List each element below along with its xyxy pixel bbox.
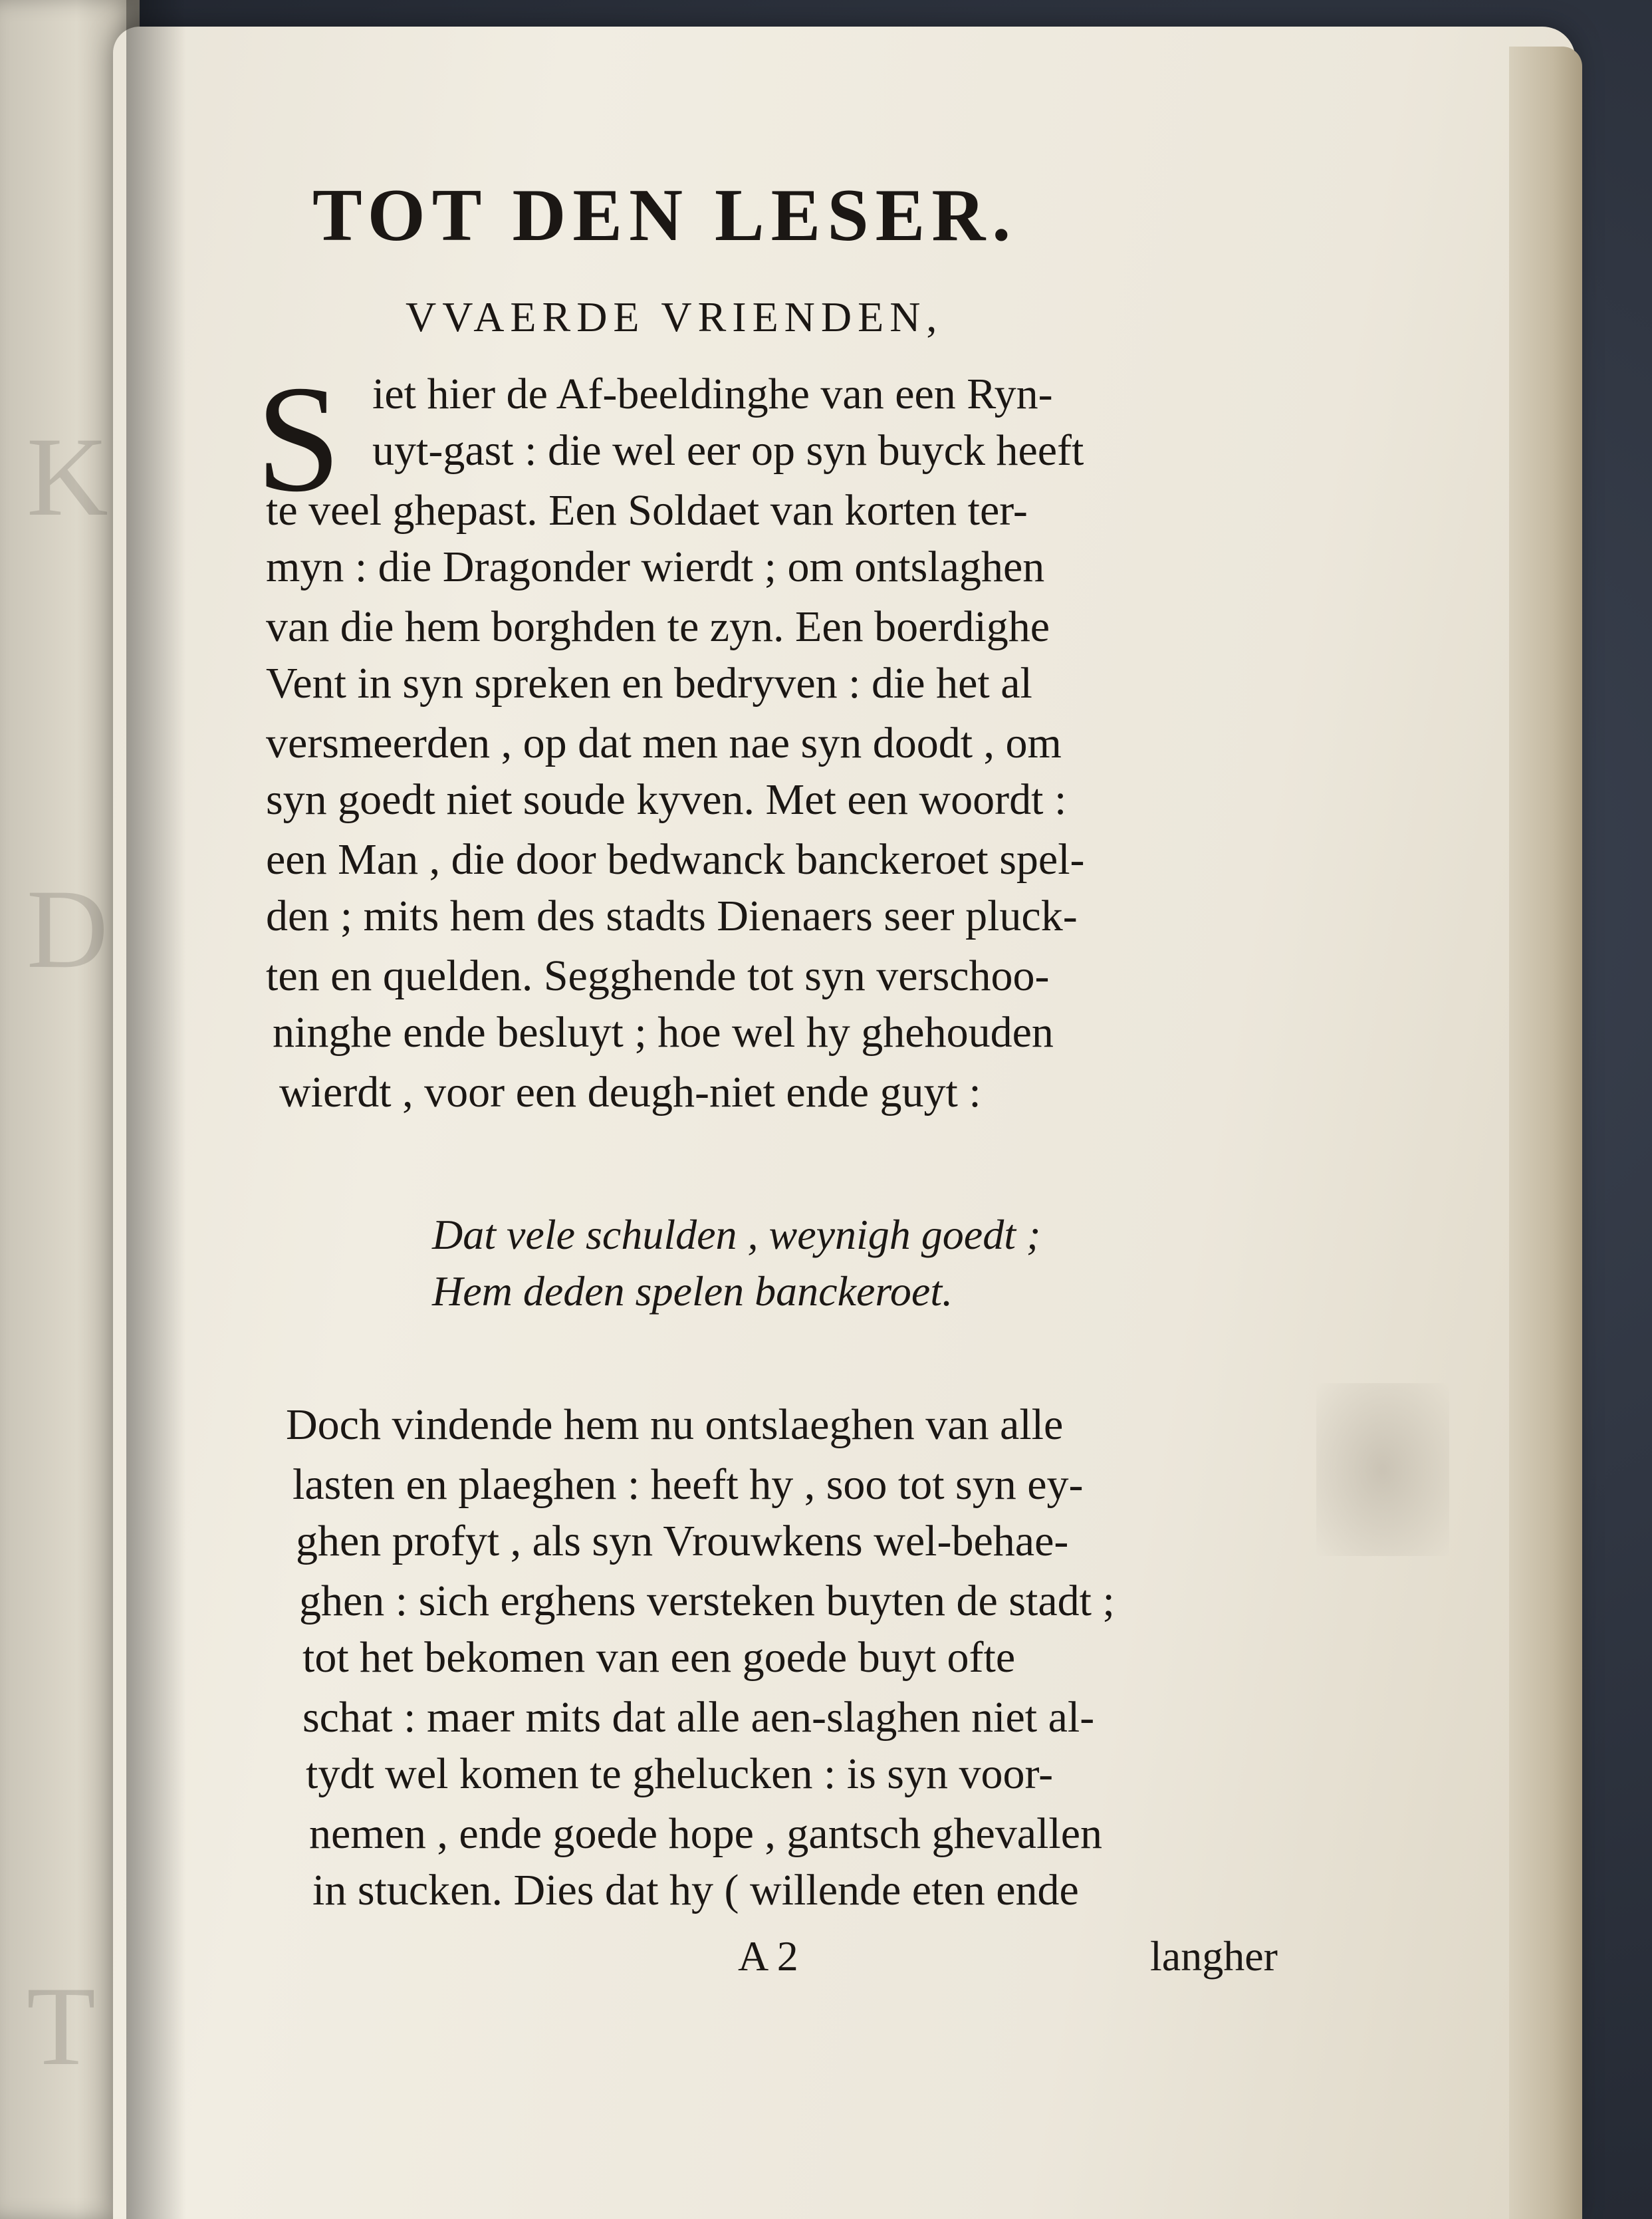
- bleed-through-letter: K: [27, 414, 108, 539]
- text-line: schat : maer mits dat alle aen-slaghen niet al-: [302, 1693, 1095, 1742]
- text-line: in stucken. Dies dat hy ( willende eten ende: [312, 1866, 1079, 1914]
- text-line: Vent in syn spreken en bedryven : die het al: [266, 659, 1032, 708]
- text-line: tydt wel komen te ghelucken : is syn voor-: [306, 1750, 1054, 1798]
- page-edge: [1509, 47, 1582, 2219]
- text-line: iet hier de Af-beeldinghe van een Ryn-: [372, 370, 1053, 418]
- bleed-through-letter: T: [27, 1964, 96, 2089]
- salutation-heading: VVAERDE VRIENDEN,: [406, 293, 943, 340]
- text-line: uyt-gast : die wel eer op syn buyck heeft: [372, 426, 1084, 475]
- text-line: van die hem borghden te zyn. Een boerdighe: [266, 602, 1050, 651]
- text-line: ninghe ende besluyt ; hoe wel hy ghehouden: [273, 1008, 1054, 1057]
- text-line: te veel ghepast. Een Soldaet van korten ter-: [266, 486, 1028, 535]
- text-line: ghen : sich erghens versteken buyten de stadt ;: [299, 1577, 1115, 1625]
- text-line: syn goedt niet soude kyven. Met een woordt :: [266, 775, 1067, 824]
- text-line: ten en quelden. Segghende tot syn verschoo-: [266, 952, 1050, 1000]
- verse-line: Dat vele schulden , weynigh goedt ;: [432, 1211, 1041, 1258]
- drop-cap: S: [256, 354, 341, 523]
- page-stain: [1316, 1383, 1449, 1556]
- text-line: nemen , ende goede hope , gantsch ghevallen: [309, 1809, 1103, 1858]
- page-title: TOT DEN LESER.: [312, 174, 1018, 257]
- verse-line: Hem deden spelen banckeroet.: [432, 1267, 953, 1315]
- text-line: wierdt , voor een deugh-niet ende guyt :: [279, 1068, 981, 1116]
- text-line: myn : die Dragonder wierdt ; om ontslaghen: [266, 543, 1045, 591]
- signature-mark: A 2: [738, 1932, 798, 1980]
- text-line: den ; mits hem des stadts Dienaers seer pluck-: [266, 892, 1078, 940]
- text-line: lasten en plaeghen : heeft hy , soo tot syn ey-: [293, 1460, 1084, 1509]
- text-line: een Man , die door bedwanck banckeroet spel-: [266, 835, 1085, 884]
- text-line: Doch vindende hem nu ontslaeghen van alle: [286, 1400, 1064, 1449]
- spine-shadow: [126, 0, 186, 2219]
- text-line: ghen profyt , als syn Vrouwkens wel-behae-: [296, 1517, 1069, 1565]
- text-line: versmeerden , op dat men nae syn doodt , om: [266, 719, 1062, 767]
- text-line: tot het bekomen van een goede buyt ofte: [302, 1633, 1016, 1682]
- catchword: langher: [1150, 1932, 1278, 1980]
- bleed-through-letter: D: [27, 866, 108, 991]
